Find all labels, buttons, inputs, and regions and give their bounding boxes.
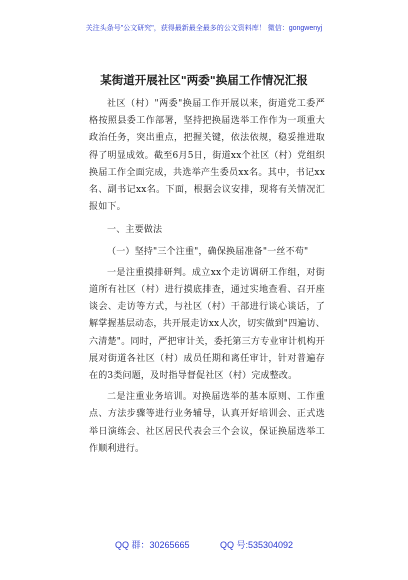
- section-heading: 一、主要做法: [107, 225, 163, 236]
- footer-contact: [0, 539, 408, 551]
- paragraph-research: 一是注重摸排研判。成立xx个走访调研工作组，对街道所有社区（村）进行摸底排查，通过实地查看、召开座谈会、走访等方式，与社区（村）干部进行谈心谈话，了解掌握基层动态，共开展走访xx人次，切实做到"四遍访、六清楚"。同时，严把审计关，委托第三方专业审计机构开展对街道各社区（村）成员任期和离任审计，针对普遍存在的3类问题，及时指导督促社区（村）完成整改。: [89, 267, 325, 382]
- document-body: [89, 96, 325, 458]
- paragraph-training: 二是注重业务培训。对换届选举的基本原则、工作重点、方法步骤等进行业务辅导，认真开好培训会、正式选举日演练会、社区居民代表会三个会议，保证换届选举工作顺利进行。: [89, 392, 325, 454]
- sub-heading: （一）坚持"三个注重"，确保换届准备"一丝不苟": [107, 246, 309, 257]
- footer-qq-number: QQ 号:535304092: [220, 540, 294, 550]
- header-banner: 关注头条号"公文研究"，获得最新最全最多的公文资料库！ 微信：gongwenyj: [85, 25, 323, 32]
- page-title: 某街道开展社区"两委"换届工作情况汇报: [100, 73, 308, 87]
- paragraph-intro: 社区（村）"两委"换届工作开展以来，街道党工委严格按照县委工作部署，坚持把换届选举工作作为一项重大政治任务，突出重点，把握关键，依法依规，稳妥推进取得了明显成效。截至6月5日，街道xx个社区（村）党组织换届工作全面完成，共选举产生委员xx名。其中，书记xx名、副书记xx名。下面，根据会议安排，现将有关情况汇报如下。: [89, 99, 325, 213]
- footer-qq-group: QQ 群：30265665: [114, 540, 190, 550]
